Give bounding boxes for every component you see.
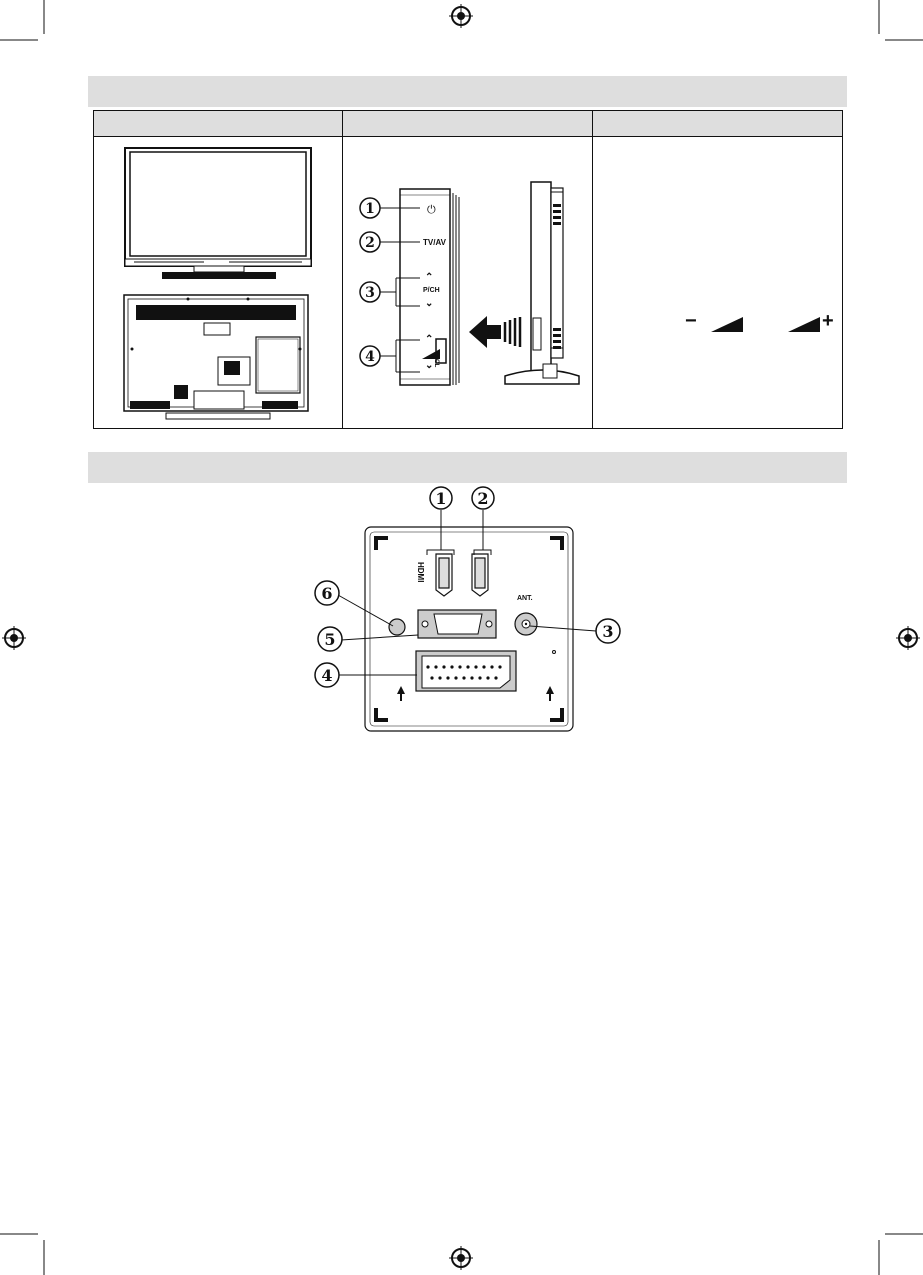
antenna-label: ANT. bbox=[517, 595, 533, 602]
table-header-cell-1 bbox=[93, 110, 343, 137]
table-cell-volume bbox=[592, 137, 843, 429]
tv-av-button-label[interactable]: TV/AV bbox=[423, 238, 446, 247]
control-callouts bbox=[352, 190, 432, 390]
registration-mark-top-icon bbox=[449, 4, 473, 28]
callout-connection-1: 1 bbox=[435, 489, 447, 508]
tv-rear-illustration bbox=[122, 293, 312, 423]
callout-control-1: 1 bbox=[365, 201, 375, 217]
volume-button-label: VOL bbox=[433, 355, 439, 368]
registration-mark-bottom-icon bbox=[449, 1246, 473, 1270]
volume-minus-label: − bbox=[685, 310, 697, 332]
table-header-cell-3 bbox=[592, 110, 843, 137]
callout-control-2: 2 bbox=[365, 235, 375, 251]
section-header-bar-top bbox=[88, 76, 847, 107]
section-header-bar-connections bbox=[88, 452, 847, 483]
callout-control-3: 3 bbox=[365, 285, 375, 301]
callout-connection-3: 3 bbox=[602, 622, 614, 641]
program-up-icon[interactable]: ⌃ bbox=[425, 272, 434, 283]
power-button-icon[interactable]: ⏻ bbox=[427, 203, 436, 216]
volume-up-icon[interactable]: ⌃ bbox=[425, 334, 434, 345]
table-header-cell-2 bbox=[342, 110, 593, 137]
volume-increase-icon bbox=[788, 316, 824, 334]
volume-plus-label: + bbox=[822, 310, 834, 332]
volume-decrease-icon bbox=[711, 316, 747, 334]
callout-connection-5: 5 bbox=[324, 630, 336, 649]
connection-callouts bbox=[0, 480, 923, 700]
program-down-icon[interactable]: ⌄ bbox=[425, 298, 434, 309]
hdmi-label: HDMI bbox=[416, 562, 425, 583]
callout-control-4: 4 bbox=[365, 349, 375, 365]
callout-connection-6: 6 bbox=[321, 584, 333, 603]
callout-connection-4: 4 bbox=[321, 666, 333, 685]
program-button-label: P/CH bbox=[423, 287, 440, 294]
tv-front-illustration bbox=[124, 146, 314, 280]
tv-side-profile-illustration bbox=[503, 178, 583, 388]
volume-down-icon[interactable]: ⌄ bbox=[425, 360, 434, 371]
callout-connection-2: 2 bbox=[477, 489, 489, 508]
